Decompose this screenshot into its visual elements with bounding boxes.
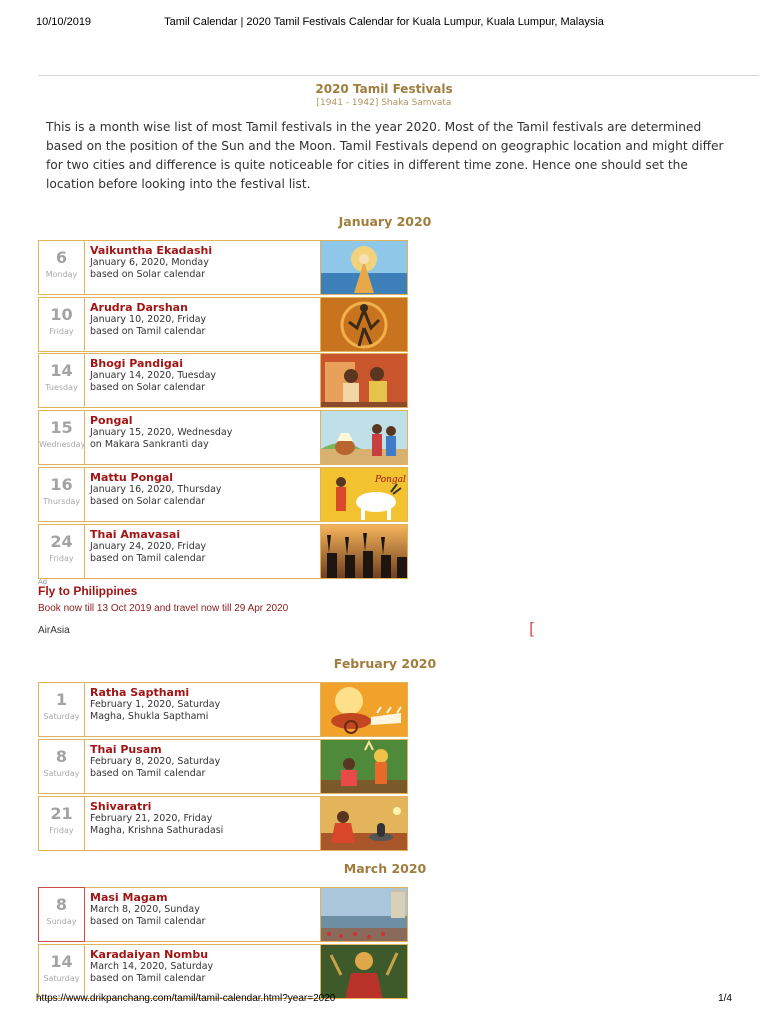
festival-row[interactable] (38, 353, 408, 408)
festival-date: February 21, 2020, Friday (90, 813, 213, 824)
festival-row[interactable] (38, 739, 408, 794)
date-box-today (38, 887, 85, 942)
ad-open-icon[interactable]: [ (529, 619, 536, 638)
festival-name-link[interactable]: Vaikuntha Ekadashi (90, 244, 213, 257)
festival-info (85, 410, 321, 465)
festival-note: based on Tamil calendar (90, 326, 206, 337)
festival-note: based on Solar calendar (90, 496, 206, 507)
festival-name-link[interactable]: Mattu Pongal (90, 471, 174, 484)
festival-row[interactable] (38, 410, 408, 465)
festival-row[interactable] (38, 297, 408, 352)
pongal-image[interactable] (321, 410, 408, 465)
festival-info (85, 887, 321, 942)
month-heading-january: January 2020 (338, 214, 432, 229)
date-box (38, 682, 85, 737)
festival-name-link[interactable]: Masi Magam (90, 891, 168, 904)
arudra-darshan-image[interactable] (321, 297, 408, 352)
weekday: Tuesday (45, 383, 78, 392)
day-number: 24 (50, 532, 73, 551)
festival-date: January 14, 2020, Tuesday (90, 370, 217, 381)
festival-name-link[interactable]: Arudra Darshan (90, 301, 188, 314)
weekday: Friday (49, 826, 74, 835)
festival-date: February 1, 2020, Saturday (90, 699, 221, 710)
festival-row[interactable] (38, 682, 408, 737)
weekday: Thursday (42, 497, 81, 506)
karadaiyan-nombu-image[interactable] (321, 944, 408, 999)
festival-row[interactable] (38, 887, 408, 942)
print-url: https://www.drikpanchang.com/tamil/tamil-calendar.html?year=2020 (36, 993, 336, 1004)
festival-row[interactable] (38, 944, 408, 999)
day-number: 16 (50, 475, 73, 494)
festival-note: based on Tamil calendar (90, 916, 206, 927)
festival-info (85, 240, 321, 295)
day-number: 8 (55, 895, 68, 914)
weekday: Wednesday (39, 440, 86, 449)
weekday: Friday (49, 327, 74, 336)
ad-label: Ad (38, 578, 48, 586)
festival-note: on Makara Sankranti day (90, 439, 209, 450)
day-number: 1 (55, 690, 68, 709)
weekday: Saturday (43, 974, 80, 983)
mattu-pongal-image[interactable] (321, 467, 408, 522)
festival-note: based on Solar calendar (90, 269, 206, 280)
festival-date: January 16, 2020, Thursday (90, 484, 222, 495)
festival-info (85, 682, 321, 737)
day-number: 14 (50, 952, 73, 971)
date-box (38, 297, 85, 352)
ad-title-link[interactable]: Fly to Philippines (38, 584, 138, 598)
festival-name-link[interactable]: Thai Amavasai (90, 528, 181, 541)
date-box (38, 410, 85, 465)
page-number: 1/4 (718, 993, 732, 1004)
festival-row[interactable] (38, 240, 408, 295)
svg-text:Pongal: Pongal (375, 475, 406, 485)
advertisement[interactable] (38, 578, 738, 638)
page-title: 2020 Tamil Festivals (315, 82, 453, 96)
divider (38, 75, 759, 76)
weekday: Sunday (46, 917, 77, 926)
festival-info (85, 353, 321, 408)
intro-paragraph: This is a month wise list of most Tamil festivals in the year 2020. Most of the Tamil festivals are determined based on the position of the Sun and the Moon. Tamil Festivals depend on geographic location and might differ for two cities and difference is quite noticeable for cities in different time zone. Hence one should set the location before looking into the festival list. (46, 120, 724, 191)
month-heading-february: February 2020 (333, 656, 437, 671)
festival-name-link[interactable]: Ratha Sapthami (90, 686, 190, 699)
weekday: Friday (49, 554, 74, 563)
festival-row[interactable] (38, 467, 408, 522)
day-number: 14 (50, 361, 73, 380)
festival-name-link[interactable]: Thai Pusam (90, 743, 162, 756)
festival-note: based on Tamil calendar (90, 768, 206, 779)
festival-info (85, 739, 321, 794)
date-box (38, 739, 85, 794)
date-box (38, 796, 85, 851)
festival-date: January 6, 2020, Monday (90, 257, 209, 268)
date-box (38, 467, 85, 522)
festival-info (85, 467, 321, 522)
day-number: 8 (55, 747, 68, 766)
weekday: Saturday (43, 769, 80, 778)
festival-info (85, 297, 321, 352)
festival-name-link[interactable]: Bhogi Pandigai (90, 357, 183, 370)
festival-note: based on Tamil calendar (90, 973, 206, 984)
festival-info (85, 944, 321, 999)
festival-date: February 8, 2020, Saturday (90, 756, 221, 767)
day-number: 21 (50, 804, 73, 823)
festival-date: January 10, 2020, Friday (90, 314, 207, 325)
date-box (38, 944, 85, 999)
print-title: Tamil Calendar | 2020 Tamil Festivals Calendar for Kuala Lumpur, Kuala Lumpur, Malaysia (164, 16, 604, 28)
masi-magam-image[interactable] (321, 887, 408, 942)
festival-note: Magha, Shukla Sapthami (90, 711, 209, 722)
bhogi-pandigai-image[interactable] (321, 353, 408, 408)
festival-date: March 14, 2020, Saturday (90, 961, 214, 972)
festival-row[interactable] (38, 524, 408, 579)
shivaratri-image[interactable] (321, 796, 408, 851)
day-number: 10 (50, 305, 73, 324)
weekday: Saturday (43, 712, 80, 721)
festival-date: January 15, 2020, Wednesday (90, 427, 233, 438)
vaikuntha-ekadashi-image[interactable] (321, 240, 408, 295)
date-box (38, 240, 85, 295)
print-header (36, 16, 732, 32)
festival-date: January 24, 2020, Friday (90, 541, 207, 552)
month-heading-march: March 2020 (343, 861, 427, 876)
festival-note: Magha, Krishna Sathuradasi (90, 825, 224, 836)
festival-date: March 8, 2020, Sunday (90, 904, 200, 915)
day-number: 15 (50, 418, 73, 437)
festival-name-link[interactable]: Shivaratri (90, 800, 152, 813)
festival-note: based on Tamil calendar (90, 553, 206, 564)
page-subtitle: [1941 - 1942] Shaka Samvata (316, 98, 452, 108)
festival-row[interactable] (38, 796, 408, 851)
thai-pusam-image[interactable] (321, 739, 408, 794)
print-footer (36, 993, 732, 1009)
ad-text: Book now till 13 Oct 2019 and travel now till 29 Apr 2020 (38, 603, 289, 614)
festival-name-link[interactable]: Karadaiyan Nombu (90, 948, 209, 961)
festival-note: based on Solar calendar (90, 382, 206, 393)
print-date: 10/10/2019 (36, 16, 92, 28)
date-box (38, 353, 85, 408)
day-number: 6 (55, 248, 68, 267)
ad-brand[interactable]: AirAsia (38, 625, 70, 636)
date-box (38, 524, 85, 579)
weekday: Monday (45, 270, 78, 279)
ratha-sapthami-image[interactable] (321, 682, 408, 737)
festival-name-link[interactable]: Pongal (90, 414, 133, 427)
festival-info (85, 796, 321, 851)
thai-amavasai-image[interactable] (321, 524, 408, 579)
festival-info (85, 524, 321, 579)
